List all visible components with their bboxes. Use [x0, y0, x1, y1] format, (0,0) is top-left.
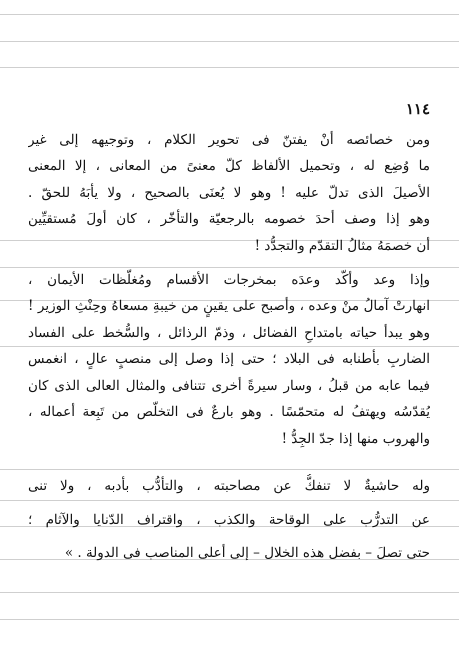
text-line: الأصيلَ الذى تدلّ عليه ! وهو لا يُعنَى بالصحيح ، ولا يأبَهُ للحقّ . [28, 185, 430, 201]
text-line: ما وُضِع له ، وتحميل الألفاظ كلّ معنىً من المعانى ، إلا المعنى [28, 158, 430, 174]
text-line: الضاربِ بأطنابه فى البلاد ؛ حتى إذا وصل إلى منصبٍ عالٍ ، انغمس [28, 351, 430, 367]
ruled-line [0, 619, 459, 620]
text-line: فيما عابه من قبلُ ، وسار سيرةً أخرى تتنافى والمثال العالى الذى كان [28, 378, 430, 394]
text-line: يُقدّسُه ويهتفُ له متحمّسًا . وهو بارعٌ فى التخلّص من تَبِعة أعماله ، [28, 404, 430, 420]
text-line: انهارتْ آمالُ منْ وعده ، وأصبح على يقينٍ من خيبةِ مسعاهُ وحِنْثِ الوزير ! [28, 298, 430, 314]
text-line: وله حاشيةٌ لا تنفكُّ عن مصاحبته ، والتأدُّب بأدبه ، ولا تنى [28, 478, 430, 494]
ruled-line [0, 41, 459, 42]
ruled-line [0, 469, 459, 470]
text-line: وهو يبدأ حياته بامتداحِ الفضائل ، وذمّ الرذائل ، والسُّخط على الفساد [28, 325, 430, 341]
text-line: وهو إذا وصف أحدَ خصومه بالرجعيّة والتأخّر ، كان أولَ مُستقيِّين [28, 211, 430, 227]
text-line: عن التدرُّب على الوقاحة والكذب ، واقتراف الدّنايا والآثام ؛ [28, 512, 430, 528]
ruled-line [0, 592, 459, 593]
text-line: ومن خصائصه أنْ يفتنّ فى تحوير الكلام ، وتوجيهه إلى غير [28, 132, 430, 148]
ruled-line [0, 500, 459, 501]
text-line: وإذا وعد وأكّد وعدَه بمخرجات الأقسام ومُغلّظات الأيمان ، [28, 272, 430, 288]
text-line: والهروب منها إذا جدّ الجِدُّ ! [281, 431, 430, 447]
text-line: حتى تصلَ – بفضل هذه الخلال – إلى أعلى المناصب فى الدولة . » [64, 545, 430, 561]
ruled-line [0, 14, 459, 15]
ruled-line [0, 67, 459, 68]
text-line: أن خصمَهُ مثالُ التقدّم والتجدُّد ! [254, 238, 430, 254]
page-number: ١١٤ [405, 100, 430, 118]
